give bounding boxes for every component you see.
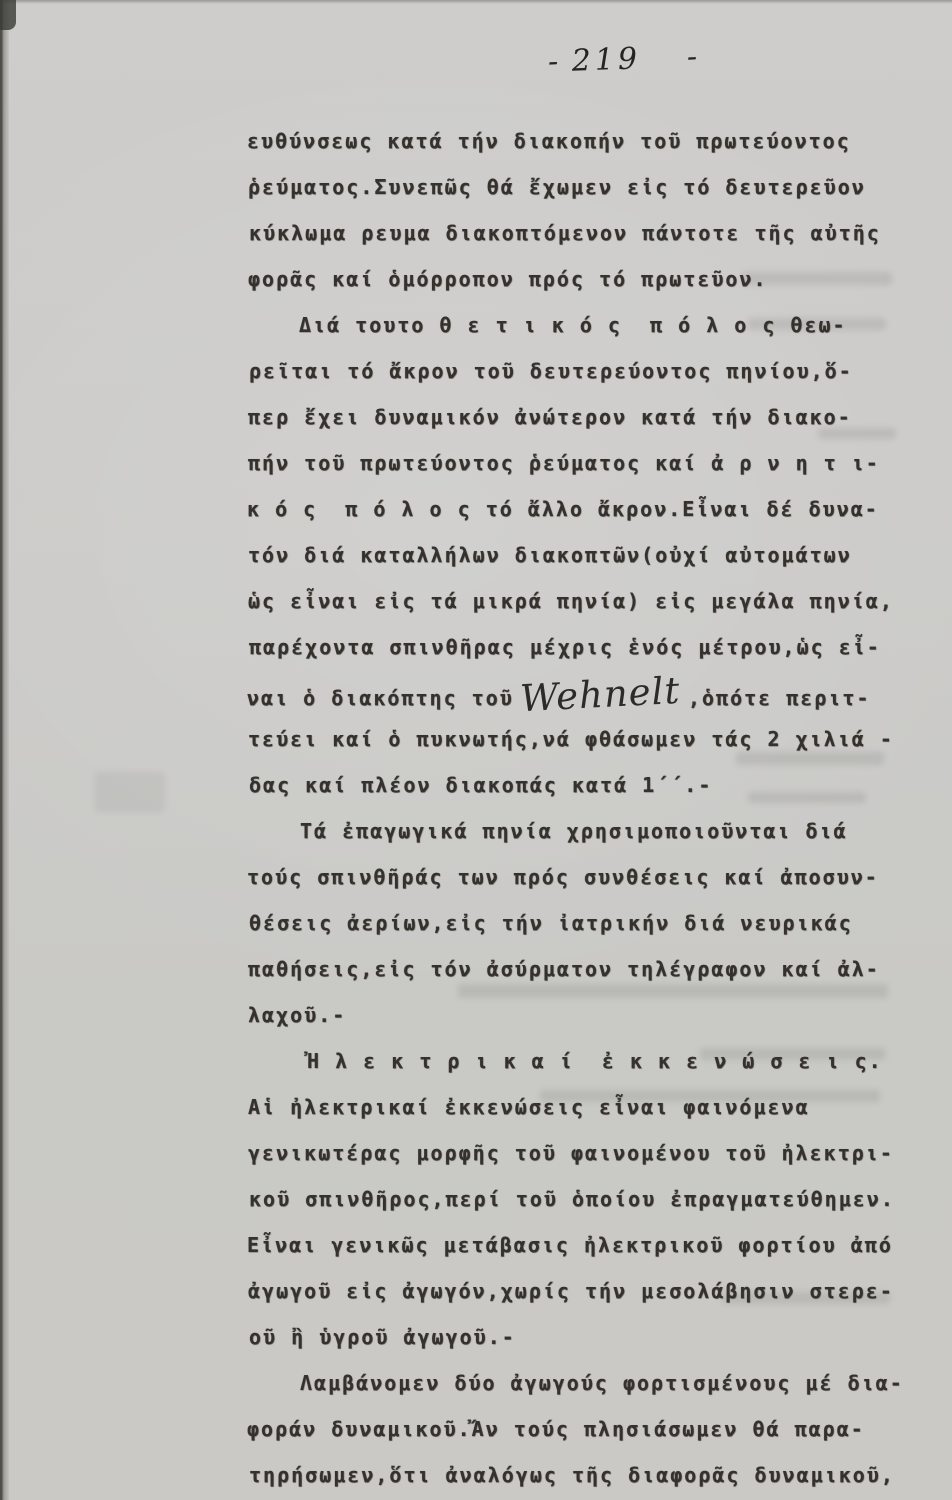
typescript-line: ρεῖται τό ἄκρον τοῦ δευτερεύοντος πηνίου,ὅ- bbox=[249, 359, 853, 383]
typescript-line: τόν διά καταλλήλων διακοπτῶν(οὐχί αὐτομάτων bbox=[248, 543, 852, 567]
bleedthrough-mark bbox=[95, 772, 165, 812]
typescript-line: περ ἔχει δυναμικόν ἀνώτερον κατά τήν διακο- bbox=[248, 405, 852, 429]
typescript-line: γενικωτέρας μορφῆς τοῦ φαινομένου τοῦ ἠλεκτρι- bbox=[248, 1141, 894, 1165]
page-number-left-dash: - bbox=[547, 44, 561, 80]
typescript-line: δας καί πλέον διακοπάς κατά 1΄΄.- bbox=[249, 773, 713, 797]
scan-corner-artifact bbox=[0, 0, 16, 30]
typescript-line: φοράν δυναμικοῦ.Ἄν τούς πλησιάσωμεν θά παρα- bbox=[247, 1417, 865, 1441]
typescript-line: Εἶναι γενικῶς μετάβασις ἠλεκτρικοῦ φορτίου ἀπό bbox=[247, 1233, 893, 1257]
typescript-line: λαχοῦ.- bbox=[248, 1003, 347, 1027]
typescript-line: οῦ ἢ ὑγροῦ ἀγωγοῦ.- bbox=[249, 1325, 516, 1349]
typescript-line: παθήσεις,εἰς τόν ἀσύρματον τηλέγραφον καί ἀλ- bbox=[248, 957, 880, 981]
typescript-line-post: ,ὁπότε περιτ- bbox=[687, 686, 871, 710]
typescript-line: τούς σπινθῆράς των πρός συνθέσεις καί ἀποσυν- bbox=[247, 865, 879, 889]
typescript-line: κύκλωμα ρευμα διακοπτόμενον πάντοτε τῆς αὐτῆς bbox=[249, 221, 881, 245]
typescript-line-with-handwriting bbox=[247, 668, 907, 721]
page-number-right-dash: - bbox=[686, 39, 700, 75]
typescript-line: κ ό ς π ό λ ο ς τό ἄλλο ἄκρον.Εἶναι δέ δυνα- bbox=[247, 497, 879, 521]
typescript-line-pre: ναι ὁ διακόπτης τοῦ bbox=[247, 686, 514, 710]
typescript-line: κοῦ σπινθῆρος,περί τοῦ ὁποίου ἐπραγματεύθημεν. bbox=[249, 1187, 895, 1211]
typescript-line: ἀγωγοῦ εἰς ἀγωγόν,χωρίς τήν μεσολάβησιν στερε- bbox=[248, 1279, 894, 1303]
page-number bbox=[547, 35, 808, 79]
typescript-line: ῥεύματος.Συνεπῶς θά ἔχωμεν εἰς τό δευτερεῦον bbox=[248, 175, 866, 199]
scan-edge-left bbox=[0, 0, 9, 1500]
typescript-line: Διά τουτο θ ε τ ι κ ό ς π ό λ ο ς θεω- bbox=[299, 313, 847, 337]
typescript-line: παρέχοντα σπινθῆρας μέχρις ἑνός μέτρου,ὡς εἶ- bbox=[249, 635, 881, 659]
handwritten-word-wehnelt: Wehnelt bbox=[518, 668, 682, 721]
typescript-line: τηρήσωμεν,ὅτι ἀναλόγως τῆς διαφορᾶς δυναμικοῦ, bbox=[249, 1463, 895, 1487]
typescript-line: Τά ἐπαγωγικά πηνία χρησιμοποιοῦνται διά bbox=[300, 819, 848, 843]
page-number-value: 219 bbox=[571, 41, 642, 79]
typescript-line: Λαμβάνομεν δύο ἀγωγούς φορτισμένους μέ δια- bbox=[300, 1371, 904, 1395]
typescript-line: Αἱ ἠλεκτρικαί ἐκκενώσεις εἶναι φαινόμενα bbox=[248, 1095, 810, 1119]
typescript-line: θέσεις ἀερίων,εἰς τήν ἰατρικήν διά νευρικάς bbox=[249, 911, 853, 935]
typescript-line: τεύει καί ὁ πυκνωτής,νά φθάσωμεν τάς 2 χιλιά - bbox=[248, 727, 894, 751]
scan-edge-top bbox=[0, 0, 952, 4]
typescript-line: φορᾶς καί ὁμόρροπον πρός τό πρωτεῦον. bbox=[248, 267, 768, 291]
typescript-line: ευθύνσεως κατά τήν διακοπήν τοῦ πρωτεύοντος bbox=[247, 129, 851, 153]
typescript-line: ὡς εἶναι εἰς τά μικρά πηνία) εἰς μεγάλα πηνία, bbox=[248, 589, 894, 613]
typescript-text-block bbox=[248, 118, 908, 1498]
heading-electric-discharges: Ἠ λ ε κ τ ρ ι κ α ί ἐ κ κ ε ν ώ σ ε ι ς. bbox=[307, 1049, 883, 1073]
typescript-line: πήν τοῦ πρωτεύοντος ῥεύματος καί ἀ ρ ν η τ ι- bbox=[248, 451, 880, 475]
